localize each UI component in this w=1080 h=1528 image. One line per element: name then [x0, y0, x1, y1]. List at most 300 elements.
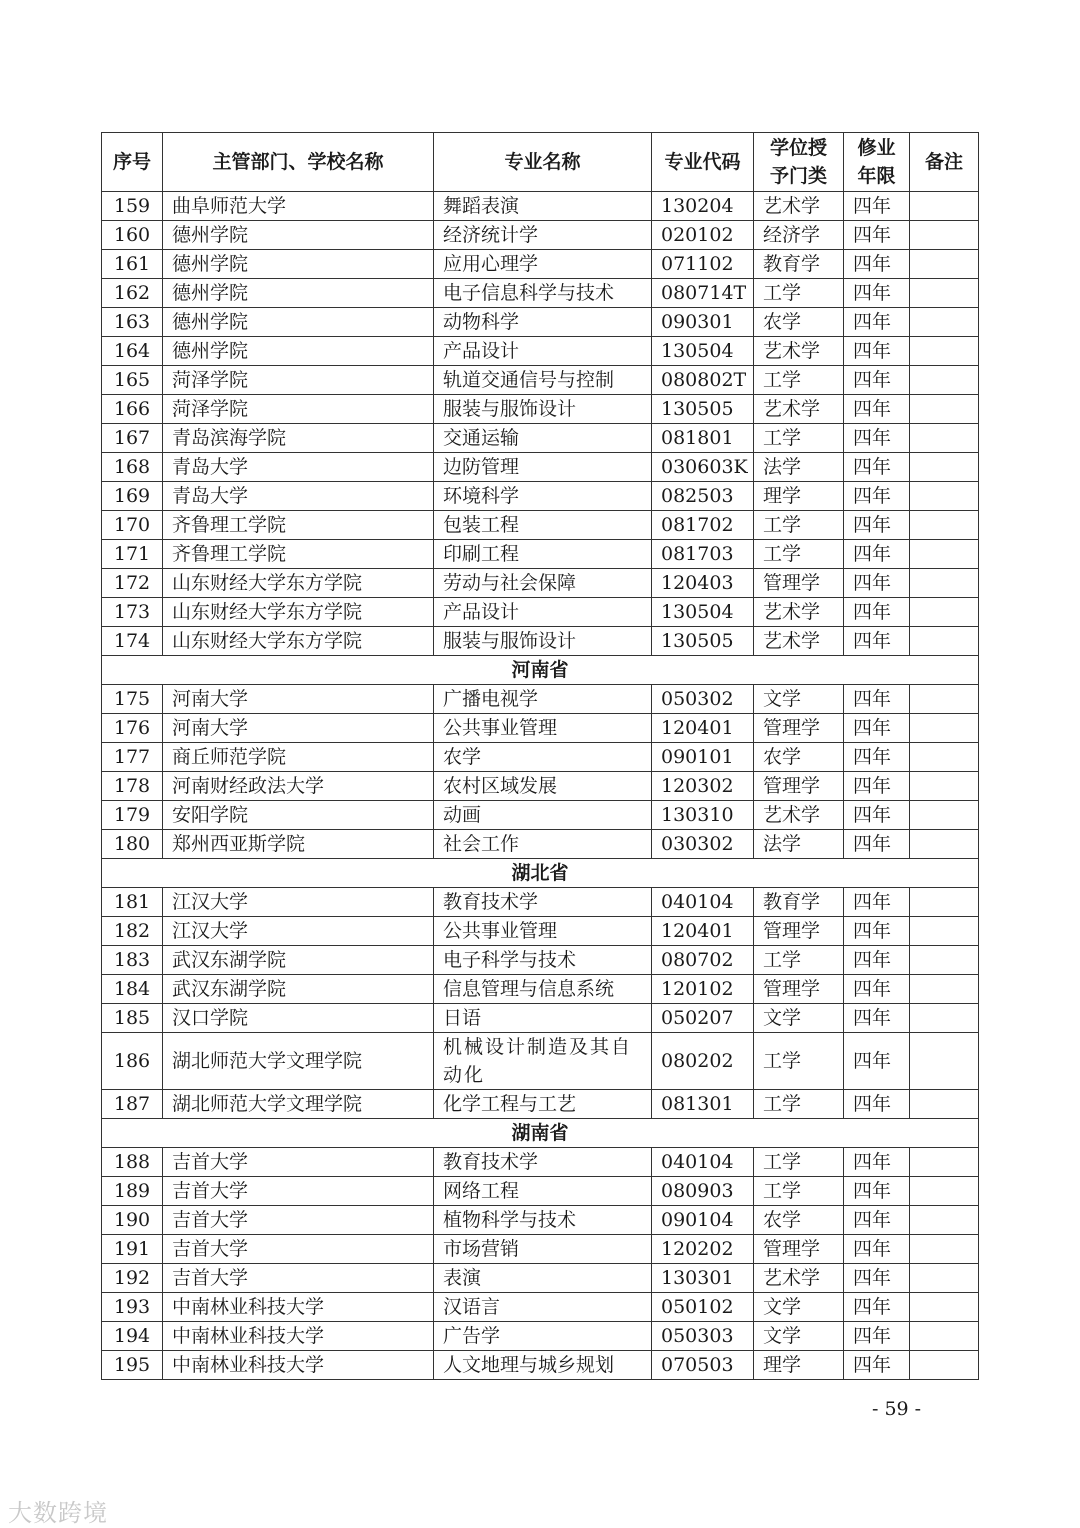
cell-seq: 187: [102, 1090, 163, 1119]
cell-school: 武汉东湖学院: [163, 975, 434, 1004]
cell-code: 081301: [652, 1090, 754, 1119]
cell-years: 四年: [844, 511, 910, 540]
cell-major: 信息管理与信息系统: [434, 975, 652, 1004]
province-label: 湖南省: [102, 1119, 979, 1148]
cell-major: 边防管理: [434, 453, 652, 482]
cell-degree: 工学: [754, 1177, 844, 1206]
cell-major: 市场营销: [434, 1235, 652, 1264]
cell-notes: [910, 946, 979, 975]
cell-seq: 166: [102, 395, 163, 424]
cell-degree: 经济学: [754, 221, 844, 250]
cell-years: 四年: [844, 685, 910, 714]
cell-notes: [910, 1322, 979, 1351]
cell-major: 人文地理与城乡规划: [434, 1351, 652, 1380]
cell-code: 080903: [652, 1177, 754, 1206]
cell-major: 轨道交通信号与控制: [434, 366, 652, 395]
table-row: [102, 598, 979, 627]
cell-code: 082503: [652, 482, 754, 511]
cell-notes: [910, 975, 979, 1004]
cell-degree: 艺术学: [754, 598, 844, 627]
cell-code: 120102: [652, 975, 754, 1004]
cell-notes: [910, 1351, 979, 1380]
cell-school: 德州学院: [163, 337, 434, 366]
cell-code: 120401: [652, 917, 754, 946]
cell-years: 四年: [844, 1177, 910, 1206]
cell-degree: 文学: [754, 1322, 844, 1351]
table-row: [102, 917, 979, 946]
table-row: [102, 1148, 979, 1177]
table-row: [102, 627, 979, 656]
cell-school: 菏泽学院: [163, 395, 434, 424]
table-row: [102, 975, 979, 1004]
table-row: [102, 801, 979, 830]
cell-degree: 管理学: [754, 714, 844, 743]
cell-seq: 173: [102, 598, 163, 627]
cell-seq: 165: [102, 366, 163, 395]
cell-seq: 177: [102, 743, 163, 772]
cell-major: 动画: [434, 801, 652, 830]
cell-code: 130301: [652, 1264, 754, 1293]
cell-major: 表演: [434, 1264, 652, 1293]
cell-years: 四年: [844, 308, 910, 337]
cell-years: 四年: [844, 598, 910, 627]
cell-degree: 管理学: [754, 569, 844, 598]
cell-major: 舞蹈表演: [434, 192, 652, 221]
cell-degree: 管理学: [754, 975, 844, 1004]
cell-notes: [910, 801, 979, 830]
cell-notes: [910, 1148, 979, 1177]
table-header-row: [102, 133, 979, 192]
cell-notes: [910, 1090, 979, 1119]
cell-code: 120403: [652, 569, 754, 598]
cell-degree: 艺术学: [754, 627, 844, 656]
cell-years: 四年: [844, 772, 910, 801]
cell-major: 化学工程与工艺: [434, 1090, 652, 1119]
cell-code: 090104: [652, 1206, 754, 1235]
majors-table: [101, 132, 979, 1380]
cell-notes: [910, 1264, 979, 1293]
cell-notes: [910, 714, 979, 743]
cell-notes: [910, 250, 979, 279]
cell-notes: [910, 395, 979, 424]
cell-degree: 工学: [754, 1148, 844, 1177]
table-row: [102, 743, 979, 772]
cell-major: 广告学: [434, 1322, 652, 1351]
province-header-row: [102, 656, 979, 685]
cell-years: 四年: [844, 337, 910, 366]
cell-seq: 184: [102, 975, 163, 1004]
cell-school: 齐鲁理工学院: [163, 540, 434, 569]
table-row: [102, 1264, 979, 1293]
cell-notes: [910, 1206, 979, 1235]
cell-code: 040104: [652, 1148, 754, 1177]
cell-years: 四年: [844, 830, 910, 859]
cell-major: 电子信息科学与技术: [434, 279, 652, 308]
cell-major: 汉语言: [434, 1293, 652, 1322]
cell-major: 动物科学: [434, 308, 652, 337]
cell-degree: 艺术学: [754, 395, 844, 424]
cell-degree: 艺术学: [754, 192, 844, 221]
cell-years: 四年: [844, 192, 910, 221]
cell-years: 四年: [844, 743, 910, 772]
cell-degree: 农学: [754, 1206, 844, 1235]
cell-notes: [910, 424, 979, 453]
cell-years: 四年: [844, 801, 910, 830]
cell-school: 河南大学: [163, 685, 434, 714]
cell-degree: 农学: [754, 743, 844, 772]
cell-notes: [910, 337, 979, 366]
cell-notes: [910, 627, 979, 656]
cell-degree: 法学: [754, 453, 844, 482]
cell-degree: 管理学: [754, 917, 844, 946]
header-seq: 序号: [102, 133, 163, 192]
cell-major: 教育技术学: [434, 1148, 652, 1177]
cell-seq: 178: [102, 772, 163, 801]
cell-degree: 文学: [754, 1293, 844, 1322]
header-degree: 学位授予门类: [754, 133, 844, 192]
table-row: [102, 250, 979, 279]
cell-degree: 工学: [754, 1033, 844, 1090]
cell-seq: 189: [102, 1177, 163, 1206]
cell-code: 090101: [652, 743, 754, 772]
cell-years: 四年: [844, 366, 910, 395]
cell-school: 江汉大学: [163, 888, 434, 917]
cell-major: 社会工作: [434, 830, 652, 859]
cell-major: 应用心理学: [434, 250, 652, 279]
province-label: 河南省: [102, 656, 979, 685]
cell-years: 四年: [844, 279, 910, 308]
table-row: [102, 772, 979, 801]
cell-code: 081703: [652, 540, 754, 569]
cell-seq: 179: [102, 801, 163, 830]
cell-school: 曲阜师范大学: [163, 192, 434, 221]
province-header-row: [102, 1119, 979, 1148]
cell-seq: 180: [102, 830, 163, 859]
cell-school: 德州学院: [163, 279, 434, 308]
table-row: [102, 1235, 979, 1264]
cell-major: 印刷工程: [434, 540, 652, 569]
cell-seq: 181: [102, 888, 163, 917]
cell-seq: 190: [102, 1206, 163, 1235]
table-row: [102, 279, 979, 308]
cell-years: 四年: [844, 1235, 910, 1264]
cell-school: 湖北师范大学文理学院: [163, 1090, 434, 1119]
cell-school: 菏泽学院: [163, 366, 434, 395]
cell-notes: [910, 1235, 979, 1264]
cell-major: 交通运输: [434, 424, 652, 453]
table-row: [102, 424, 979, 453]
table-row: [102, 453, 979, 482]
cell-years: 四年: [844, 482, 910, 511]
cell-seq: 171: [102, 540, 163, 569]
cell-code: 080202: [652, 1033, 754, 1090]
cell-school: 吉首大学: [163, 1264, 434, 1293]
province-label: 湖北省: [102, 859, 979, 888]
cell-degree: 文学: [754, 1004, 844, 1033]
cell-major: 广播电视学: [434, 685, 652, 714]
cell-degree: 文学: [754, 685, 844, 714]
cell-code: 070503: [652, 1351, 754, 1380]
cell-major: 植物科学与技术: [434, 1206, 652, 1235]
cell-major: 经济统计学: [434, 221, 652, 250]
cell-code: 050303: [652, 1322, 754, 1351]
cell-school: 齐鲁理工学院: [163, 511, 434, 540]
cell-years: 四年: [844, 1351, 910, 1380]
table-row: [102, 888, 979, 917]
cell-seq: 182: [102, 917, 163, 946]
cell-degree: 管理学: [754, 772, 844, 801]
cell-notes: [910, 830, 979, 859]
table-row: [102, 830, 979, 859]
table-row: [102, 511, 979, 540]
cell-school: 中南林业科技大学: [163, 1322, 434, 1351]
cell-school: 吉首大学: [163, 1206, 434, 1235]
cell-major: 劳动与社会保障: [434, 569, 652, 598]
cell-school: 青岛滨海学院: [163, 424, 434, 453]
cell-code: 130310: [652, 801, 754, 830]
cell-seq: 168: [102, 453, 163, 482]
cell-school: 吉首大学: [163, 1177, 434, 1206]
table-row: [102, 395, 979, 424]
cell-seq: 160: [102, 221, 163, 250]
cell-code: 020102: [652, 221, 754, 250]
cell-school: 吉首大学: [163, 1235, 434, 1264]
cell-years: 四年: [844, 221, 910, 250]
cell-code: 090301: [652, 308, 754, 337]
cell-seq: 172: [102, 569, 163, 598]
cell-degree: 工学: [754, 1090, 844, 1119]
cell-code: 130505: [652, 627, 754, 656]
cell-seq: 183: [102, 946, 163, 975]
cell-years: 四年: [844, 1090, 910, 1119]
province-header-row: [102, 859, 979, 888]
header-years: 修业年限: [844, 133, 910, 192]
cell-notes: [910, 1004, 979, 1033]
cell-notes: [910, 917, 979, 946]
cell-school: 德州学院: [163, 308, 434, 337]
cell-code: 130505: [652, 395, 754, 424]
cell-degree: 工学: [754, 511, 844, 540]
page-number: - 59 -: [872, 1398, 922, 1420]
cell-code: 130504: [652, 598, 754, 627]
cell-code: 120401: [652, 714, 754, 743]
cell-years: 四年: [844, 714, 910, 743]
cell-major: 农村区域发展: [434, 772, 652, 801]
table-row: [102, 1004, 979, 1033]
cell-code: 120202: [652, 1235, 754, 1264]
cell-years: 四年: [844, 250, 910, 279]
cell-degree: 工学: [754, 424, 844, 453]
cell-years: 四年: [844, 1264, 910, 1293]
cell-years: 四年: [844, 1033, 910, 1090]
cell-seq: 194: [102, 1322, 163, 1351]
cell-seq: 176: [102, 714, 163, 743]
cell-notes: [910, 1177, 979, 1206]
cell-major: 产品设计: [434, 598, 652, 627]
table-row: [102, 192, 979, 221]
table-row: [102, 221, 979, 250]
table-row: [102, 308, 979, 337]
cell-code: 080802T: [652, 366, 754, 395]
cell-seq: 195: [102, 1351, 163, 1380]
cell-seq: 161: [102, 250, 163, 279]
cell-years: 四年: [844, 1206, 910, 1235]
table-row: [102, 569, 979, 598]
cell-degree: 工学: [754, 540, 844, 569]
cell-major: 公共事业管理: [434, 714, 652, 743]
cell-code: 081801: [652, 424, 754, 453]
cell-degree: 艺术学: [754, 337, 844, 366]
cell-seq: 163: [102, 308, 163, 337]
cell-code: 080702: [652, 946, 754, 975]
cell-school: 青岛大学: [163, 482, 434, 511]
cell-school: 郑州西亚斯学院: [163, 830, 434, 859]
cell-notes: [910, 1033, 979, 1090]
cell-seq: 193: [102, 1293, 163, 1322]
table-row: [102, 1206, 979, 1235]
cell-school: 河南财经政法大学: [163, 772, 434, 801]
cell-school: 德州学院: [163, 250, 434, 279]
cell-school: 青岛大学: [163, 453, 434, 482]
cell-years: 四年: [844, 453, 910, 482]
cell-notes: [910, 1293, 979, 1322]
cell-degree: 艺术学: [754, 801, 844, 830]
cell-notes: [910, 366, 979, 395]
cell-notes: [910, 192, 979, 221]
watermark-logo: 大数跨境: [8, 1499, 108, 1527]
cell-seq: 164: [102, 337, 163, 366]
cell-years: 四年: [844, 1293, 910, 1322]
cell-degree: 教育学: [754, 250, 844, 279]
cell-seq: 174: [102, 627, 163, 656]
cell-years: 四年: [844, 888, 910, 917]
cell-seq: 188: [102, 1148, 163, 1177]
table-row: [102, 540, 979, 569]
cell-years: 四年: [844, 540, 910, 569]
cell-school: 湖北师范大学文理学院: [163, 1033, 434, 1090]
cell-years: 四年: [844, 975, 910, 1004]
table-row: [102, 1322, 979, 1351]
cell-seq: 159: [102, 192, 163, 221]
cell-degree: 工学: [754, 366, 844, 395]
cell-code: 050302: [652, 685, 754, 714]
table-row: [102, 946, 979, 975]
cell-degree: 法学: [754, 830, 844, 859]
cell-code: 120302: [652, 772, 754, 801]
cell-code: 050207: [652, 1004, 754, 1033]
cell-seq: 162: [102, 279, 163, 308]
cell-code: 080714T: [652, 279, 754, 308]
cell-seq: 169: [102, 482, 163, 511]
cell-degree: 教育学: [754, 888, 844, 917]
cell-years: 四年: [844, 1322, 910, 1351]
cell-code: 030302: [652, 830, 754, 859]
header-code: 专业代码: [652, 133, 754, 192]
cell-school: 汉口学院: [163, 1004, 434, 1033]
cell-degree: 工学: [754, 279, 844, 308]
cell-school: 河南大学: [163, 714, 434, 743]
cell-notes: [910, 308, 979, 337]
cell-notes: [910, 598, 979, 627]
cell-major: 日语: [434, 1004, 652, 1033]
cell-years: 四年: [844, 395, 910, 424]
cell-seq: 175: [102, 685, 163, 714]
cell-notes: [910, 685, 979, 714]
cell-major: 环境科学: [434, 482, 652, 511]
cell-school: 山东财经大学东方学院: [163, 569, 434, 598]
table-row: [102, 482, 979, 511]
cell-school: 山东财经大学东方学院: [163, 598, 434, 627]
cell-major: 服装与服饰设计: [434, 627, 652, 656]
cell-code: 130504: [652, 337, 754, 366]
cell-years: 四年: [844, 1004, 910, 1033]
header-major: 专业名称: [434, 133, 652, 192]
cell-major: 服装与服饰设计: [434, 395, 652, 424]
cell-notes: [910, 888, 979, 917]
cell-code: 081702: [652, 511, 754, 540]
cell-code: 040104: [652, 888, 754, 917]
cell-code: 130204: [652, 192, 754, 221]
cell-school: 安阳学院: [163, 801, 434, 830]
cell-notes: [910, 453, 979, 482]
cell-notes: [910, 743, 979, 772]
table-row: [102, 1177, 979, 1206]
header-school: 主管部门、学校名称: [163, 133, 434, 192]
cell-seq: 185: [102, 1004, 163, 1033]
header-notes: 备注: [910, 133, 979, 192]
cell-notes: [910, 569, 979, 598]
cell-seq: 170: [102, 511, 163, 540]
cell-notes: [910, 540, 979, 569]
cell-school: 商丘师范学院: [163, 743, 434, 772]
cell-seq: 167: [102, 424, 163, 453]
cell-notes: [910, 221, 979, 250]
cell-seq: 192: [102, 1264, 163, 1293]
cell-code: 050102: [652, 1293, 754, 1322]
cell-seq: 186: [102, 1033, 163, 1090]
cell-degree: 理学: [754, 482, 844, 511]
table-row: [102, 366, 979, 395]
cell-school: 武汉东湖学院: [163, 946, 434, 975]
cell-notes: [910, 772, 979, 801]
cell-code: 071102: [652, 250, 754, 279]
cell-school: 德州学院: [163, 221, 434, 250]
cell-major: 教育技术学: [434, 888, 652, 917]
cell-notes: [910, 511, 979, 540]
cell-major: 公共事业管理: [434, 917, 652, 946]
cell-major: 农学: [434, 743, 652, 772]
cell-notes: [910, 279, 979, 308]
cell-years: 四年: [844, 946, 910, 975]
cell-school: 中南林业科技大学: [163, 1293, 434, 1322]
cell-years: 四年: [844, 569, 910, 598]
cell-years: 四年: [844, 917, 910, 946]
cell-degree: 工学: [754, 946, 844, 975]
cell-school: 中南林业科技大学: [163, 1351, 434, 1380]
cell-major: 产品设计: [434, 337, 652, 366]
table-row: [102, 714, 979, 743]
table-row: [102, 1351, 979, 1380]
cell-major: 机械设计制造及其自动化: [434, 1033, 652, 1090]
cell-major: 网络工程: [434, 1177, 652, 1206]
cell-degree: 管理学: [754, 1235, 844, 1264]
cell-degree: 艺术学: [754, 1264, 844, 1293]
cell-school: 山东财经大学东方学院: [163, 627, 434, 656]
cell-school: 吉首大学: [163, 1148, 434, 1177]
cell-notes: [910, 482, 979, 511]
cell-school: 江汉大学: [163, 917, 434, 946]
cell-major: 电子科学与技术: [434, 946, 652, 975]
